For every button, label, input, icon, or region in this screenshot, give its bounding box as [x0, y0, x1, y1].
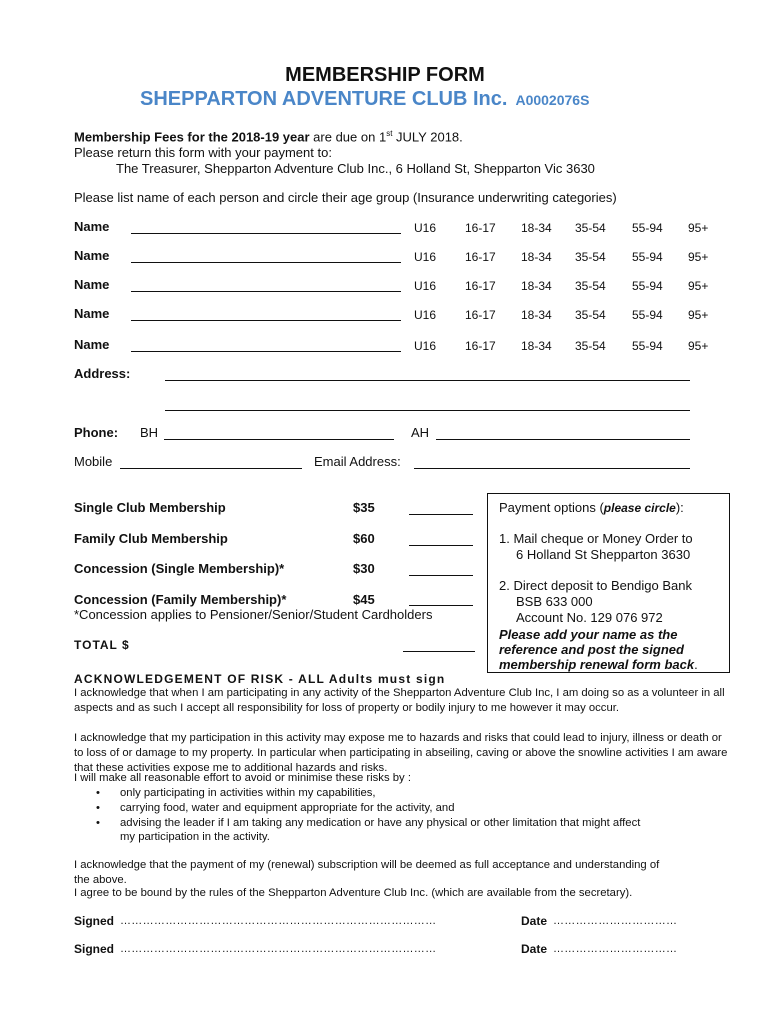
age-group-option[interactable]: U16: [414, 250, 437, 264]
address-line-1[interactable]: [165, 380, 690, 381]
signed-label-2: Signed: [74, 942, 115, 956]
single-membership-price: $35: [353, 500, 375, 515]
name-field[interactable]: [131, 291, 401, 292]
name-field[interactable]: [131, 351, 401, 352]
phone-label: Phone:: [74, 425, 119, 440]
payment-heading-italic: please circle: [603, 501, 676, 515]
bullet-item-1: only participating in activities within my capabilities,: [120, 787, 376, 799]
payment-option-1[interactable]: 1. Mail cheque or Money Order to: [499, 531, 693, 546]
payment-heading-b: ):: [675, 500, 684, 515]
name-label: Name: [74, 306, 110, 321]
bullet-item-3-cont: my participation in the activity.: [120, 831, 270, 843]
age-group-option[interactable]: 95+: [688, 339, 709, 353]
ack-paragraph-1: I acknowledge that when I am participating in any activity of the Shepparton Adventure Club Inc, I am doing so as a volunteer in all aspects and as such I accept all responsibility for loss of property or bodily injury to me however it may occur.: [74, 687, 725, 714]
name-label: Name: [74, 219, 110, 234]
mobile-field[interactable]: [120, 468, 302, 469]
name-field[interactable]: [131, 233, 401, 234]
payment-note-line-3: [499, 657, 698, 672]
age-group-option[interactable]: 35-54: [575, 339, 606, 353]
total-label: TOTAL $: [74, 638, 130, 652]
name-field[interactable]: [131, 320, 401, 321]
club-code: A0002076S: [515, 92, 590, 108]
family-membership-amount-field[interactable]: [409, 545, 473, 546]
payment-heading: [499, 500, 684, 515]
address-line-2[interactable]: [165, 410, 690, 411]
age-group-option[interactable]: 95+: [688, 250, 709, 264]
age-group-option[interactable]: U16: [414, 221, 437, 235]
concession-single-amount-field[interactable]: [409, 575, 473, 576]
return-line: Please return this form with your payment to:: [74, 145, 332, 160]
age-group-option[interactable]: 16-17: [465, 221, 496, 235]
concession-single-price: $30: [353, 561, 375, 576]
bullet-dot-1: •: [96, 787, 100, 799]
concession-family-price: $45: [353, 592, 375, 607]
bullet-item-3: advising the leader if I am taking any medication or have any physical or other limitation that might affect: [120, 817, 641, 829]
club-name: [140, 88, 589, 111]
signature-field-2[interactable]: …………………………………………………………………………: [120, 943, 437, 955]
age-group-option[interactable]: 16-17: [465, 250, 496, 264]
bullet-dot-3: •: [96, 817, 100, 829]
family-membership-price: $60: [353, 531, 375, 546]
date-label-1: Date: [521, 914, 548, 928]
concession-family-label: Concession (Family Membership)*: [74, 592, 287, 607]
total-amount-field[interactable]: [403, 651, 475, 652]
payment-option-2-bsb: BSB 633 000: [516, 594, 593, 609]
family-membership-label: Family Club Membership: [74, 531, 228, 546]
payment-option-2-account: Account No. 129 076 972: [516, 610, 663, 625]
treasurer-address: The Treasurer, Shepparton Adventure Club Inc., 6 Holland St, Shepparton Vic 3630: [116, 161, 595, 176]
signed-label-1: Signed: [74, 914, 115, 928]
age-group-option[interactable]: 18-34: [521, 250, 552, 264]
ah-label: AH: [411, 425, 430, 440]
email-label: Email Address:: [314, 454, 401, 469]
concession-note: *Concession applies to Pensioner/Senior/Student Cardholders: [74, 607, 433, 622]
age-group-option[interactable]: 35-54: [575, 308, 606, 322]
name-field[interactable]: [131, 262, 401, 263]
fees-due-rest-b: JULY 2018.: [392, 129, 463, 145]
concession-single-label: Concession (Single Membership)*: [74, 561, 285, 576]
age-group-option[interactable]: 16-17: [465, 279, 496, 293]
single-membership-label: Single Club Membership: [74, 500, 226, 515]
name-label: Name: [74, 337, 110, 352]
ah-phone-field[interactable]: [436, 439, 690, 440]
page-title: MEMBERSHIP FORM: [285, 64, 485, 86]
age-group-option[interactable]: 55-94: [632, 221, 663, 235]
bullet-item-2: carrying food, water and equipment appropriate for the activity, and: [120, 802, 455, 814]
payment-note-line-2: reference and post the signed: [499, 642, 684, 657]
bh-label: BH: [140, 425, 159, 440]
fees-due-line: [74, 129, 463, 144]
age-group-option[interactable]: 35-54: [575, 221, 606, 235]
phone-row: [74, 425, 118, 440]
address-label: Address:: [74, 366, 131, 381]
payment-option-1-address: 6 Holland St Shepparton 3630: [516, 547, 691, 562]
ack-paragraph-5: I agree to be bound by the rules of the Shepparton Adventure Club Inc. (which are available from the secretary).: [74, 887, 633, 899]
age-group-option[interactable]: 55-94: [632, 279, 663, 293]
age-group-option[interactable]: U16: [414, 279, 437, 293]
ack-paragraph-4: I acknowledge that the payment of my (renewal) subscription will be deemed as full acceptance and understanding of the above.: [74, 859, 660, 886]
concession-family-amount-field[interactable]: [409, 605, 473, 606]
age-group-option[interactable]: 18-34: [521, 221, 552, 235]
payment-heading-a: Payment options (: [499, 500, 604, 515]
payment-option-2[interactable]: 2. Direct deposit to Bendigo Bank: [499, 578, 692, 593]
age-group-option[interactable]: 55-94: [632, 308, 663, 322]
payment-note-line-3-text: membership renewal form back: [499, 657, 695, 672]
age-group-option[interactable]: 95+: [688, 308, 709, 322]
fees-due-bold: Membership Fees for the 2018-19 year: [74, 129, 310, 145]
age-group-option[interactable]: 35-54: [575, 279, 606, 293]
bullet-dot-2: •: [96, 802, 100, 814]
single-membership-amount-field[interactable]: [409, 514, 473, 515]
list-instruction: Please list name of each person and circle their age group (Insurance underwriting categories): [74, 190, 617, 205]
age-group-option[interactable]: 95+: [688, 221, 709, 235]
age-group-option[interactable]: 16-17: [465, 308, 496, 322]
fees-due-sup: st: [386, 129, 393, 138]
age-group-option[interactable]: 18-34: [521, 339, 552, 353]
signature-field-1[interactable]: …………………………………………………………………………: [120, 915, 437, 927]
name-label: Name: [74, 277, 110, 292]
date-field-1[interactable]: ……………………………: [553, 915, 678, 927]
name-label: Name: [74, 248, 110, 263]
mobile-label: Mobile: [74, 454, 113, 469]
bh-phone-field[interactable]: [164, 439, 394, 440]
age-group-option[interactable]: U16: [414, 308, 437, 322]
ack-paragraph-2: I acknowledge that my participation in this activity may expose me to hazards and risks that could lead to injury, illness or death or to loss of or damage to my property. In particular when participating in abseiling, caving or above the snowline activities I am aware that these activities expose me to additional hazards and risks.: [74, 732, 728, 774]
date-label-2: Date: [521, 942, 548, 956]
age-group-option[interactable]: 16-17: [465, 339, 496, 353]
age-group-option[interactable]: 35-54: [575, 250, 606, 264]
age-group-option[interactable]: 55-94: [632, 250, 663, 264]
acknowledgement-heading: ACKNOWLEDGEMENT OF RISK - ALL Adults must sign: [74, 672, 446, 686]
club-name-text: SHEPPARTON ADVENTURE CLUB Inc.: [140, 88, 508, 110]
payment-note-line-1: Please add your name as the: [499, 627, 678, 642]
date-field-2[interactable]: ……………………………: [553, 943, 678, 955]
age-group-option[interactable]: 18-34: [521, 279, 552, 293]
age-group-option[interactable]: 55-94: [632, 339, 663, 353]
email-field[interactable]: [414, 468, 690, 469]
age-group-option[interactable]: U16: [414, 339, 437, 353]
fees-due-rest-a: are due on 1: [309, 129, 387, 145]
ack-paragraph-3: I will make all reasonable effort to avoid or minimise these risks by :: [74, 772, 411, 784]
age-group-option[interactable]: 18-34: [521, 308, 552, 322]
payment-note-end: .: [694, 657, 698, 672]
age-group-option[interactable]: 95+: [688, 279, 709, 293]
